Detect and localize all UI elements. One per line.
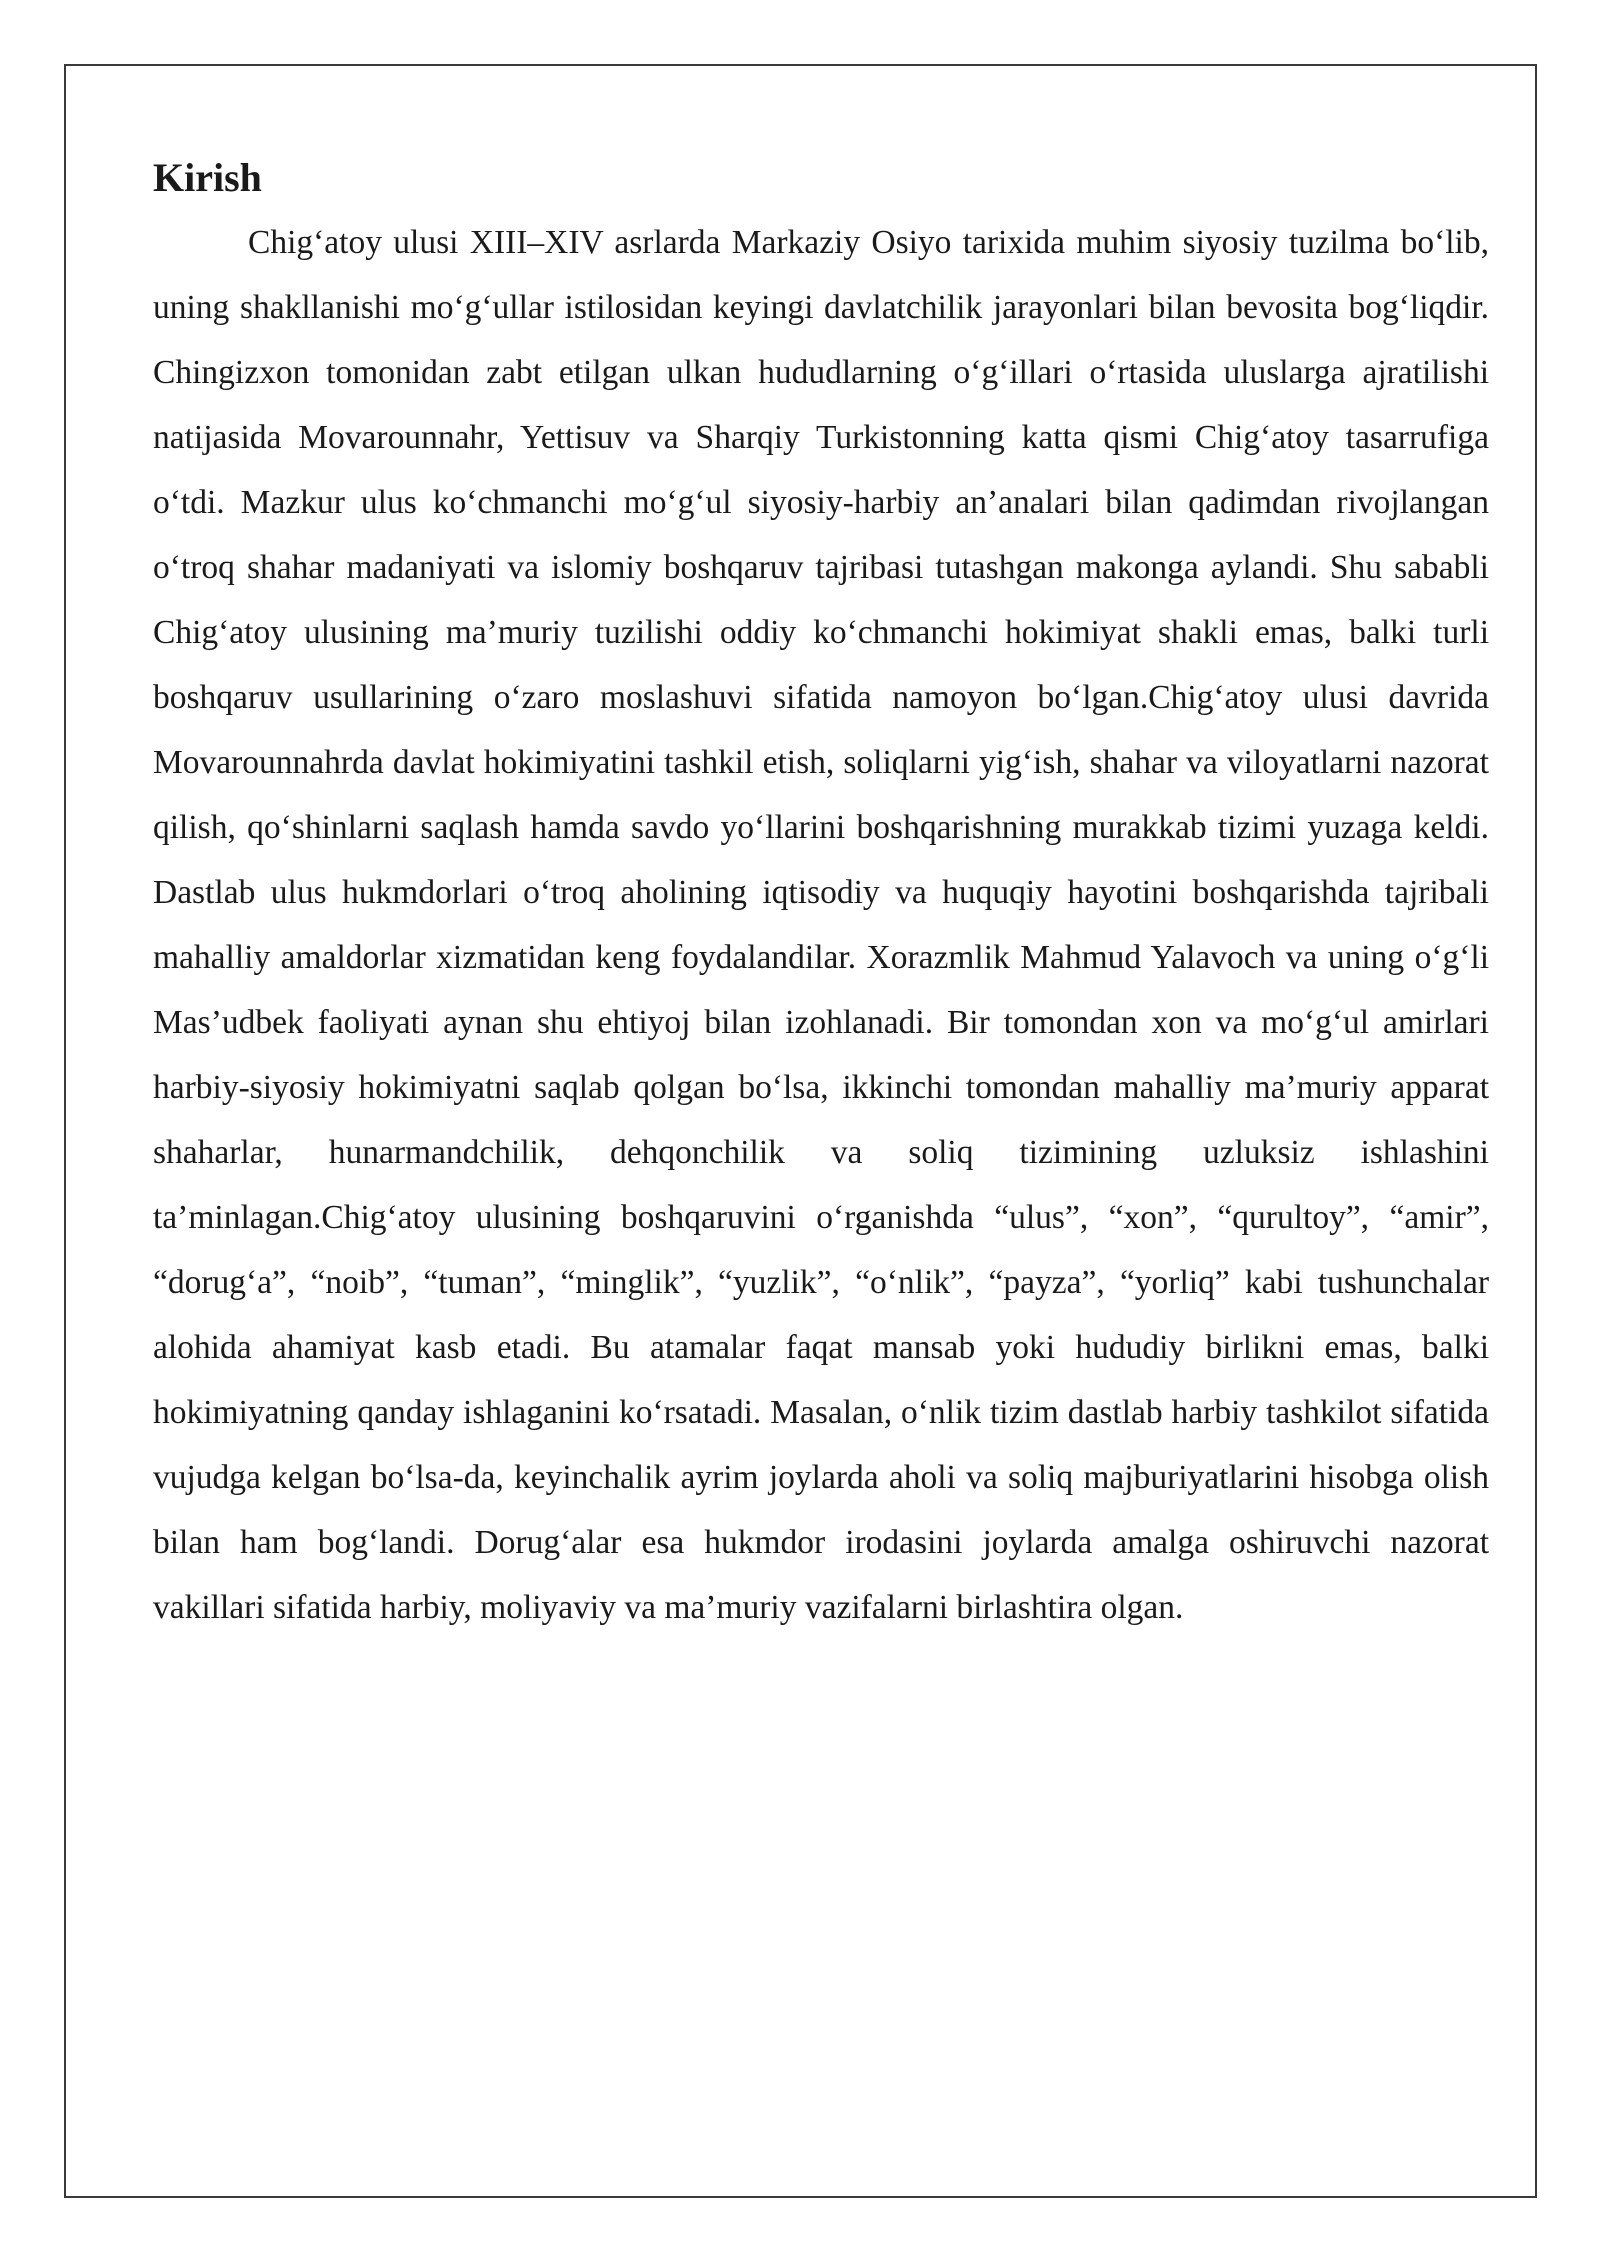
body-paragraph: Chig‘atoy ulusi XIII–XIV asrlarda Markaziy Osiyo tarixida muhim siyosiy tuzilma bo‘lib, uning shakllanishi mo‘g‘ullar istilosidan keyingi davlatchilik jarayonlari bilan bevosita bog‘liqdir. Chingizxon tomonidan zabt etilgan ulkan hududlarning o‘g‘illari o‘rtasida uluslarga ajratilishi natijasida Movarounnahr, Yettisuv va Sharqiy Turkistonning katta qismi Chig‘atoy tasarrufiga o‘tdi. Mazkur ulus ko‘chmanchi mo‘g‘ul siyosiy-harbiy an’analari bilan qadimdan rivojlangan o‘troq shahar madaniyati va islomiy boshqaruv tajribasi tutashgan makonga aylandi. Shu sababli Chig‘atoy ulusining ma’muriy tuzilishi oddiy ko‘chmanchi hokimiyat shakli emas, balki turli boshqaruv usullarining o‘zaro moslashuvi sifatida namoyon bo‘lgan.Chig‘atoy ulusi davrida Movarounnahrda davlat hokimiyatini tashkil etish, soliqlarni yig‘ish, shahar va viloyatlarni nazorat qilish, qo‘shinlarni saqlash hamda savdo yo‘llarini boshqarishning murakkab tizimi yuzaga keldi. Dastlab ulus hukmdorlari o‘troq aholining iqtisodiy va huquqiy hayotini boshqarishda tajribali mahalliy amaldorlar xizmatidan keng foydalandilar. Xorazmlik Mahmud Yalavoch va uning o‘g‘li Mas’udbek faoliyati aynan shu ehtiyoj bilan izohlanadi. Bir tomondan xon va mo‘g‘ul amirlari harbiy-siyosiy hokimiyatni saqlab qolgan bo‘lsa, ikkinchi tomondan mahalliy ma’muriy apparat shaharlar, hunarmandchilik, dehqonchilik va soliq tizimining uzluksiz ishlashini ta’minlagan.Chig‘atoy ulusining boshqaruvini o‘rganishda “ulus”, “xon”, “qurultoy”, “amir”, “dorug‘a”, “noib”, “tuman”, “minglik”, “yuzlik”, “o‘nlik”, “payza”, “yorliq” kabi tushunchalar alohida ahamiyat kasb etadi. Bu atamalar faqat mansab yoki hududiy birlikni emas, balki hokimiyatning qanday ishlaganini ko‘rsatadi. Masalan, o‘nlik tizim dastlab harbiy tashkilot sifatida vujudga kelgan bo‘lsa-da, keyinchalik ayrim joylarda aholi va soliq majburiyatlarini hisobga olish bilan ham bog‘landi. Dorug‘alar esa hukmdor irodasini joylarda amalga oshiruvchi nazorat vakillari sifatida harbiy, moliyaviy va ma’muriy vazifalarni birlashtira olgan. (153, 224, 1489, 1626)
section-heading: Kirish (153, 155, 262, 200)
document-content (153, 148, 1489, 1640)
